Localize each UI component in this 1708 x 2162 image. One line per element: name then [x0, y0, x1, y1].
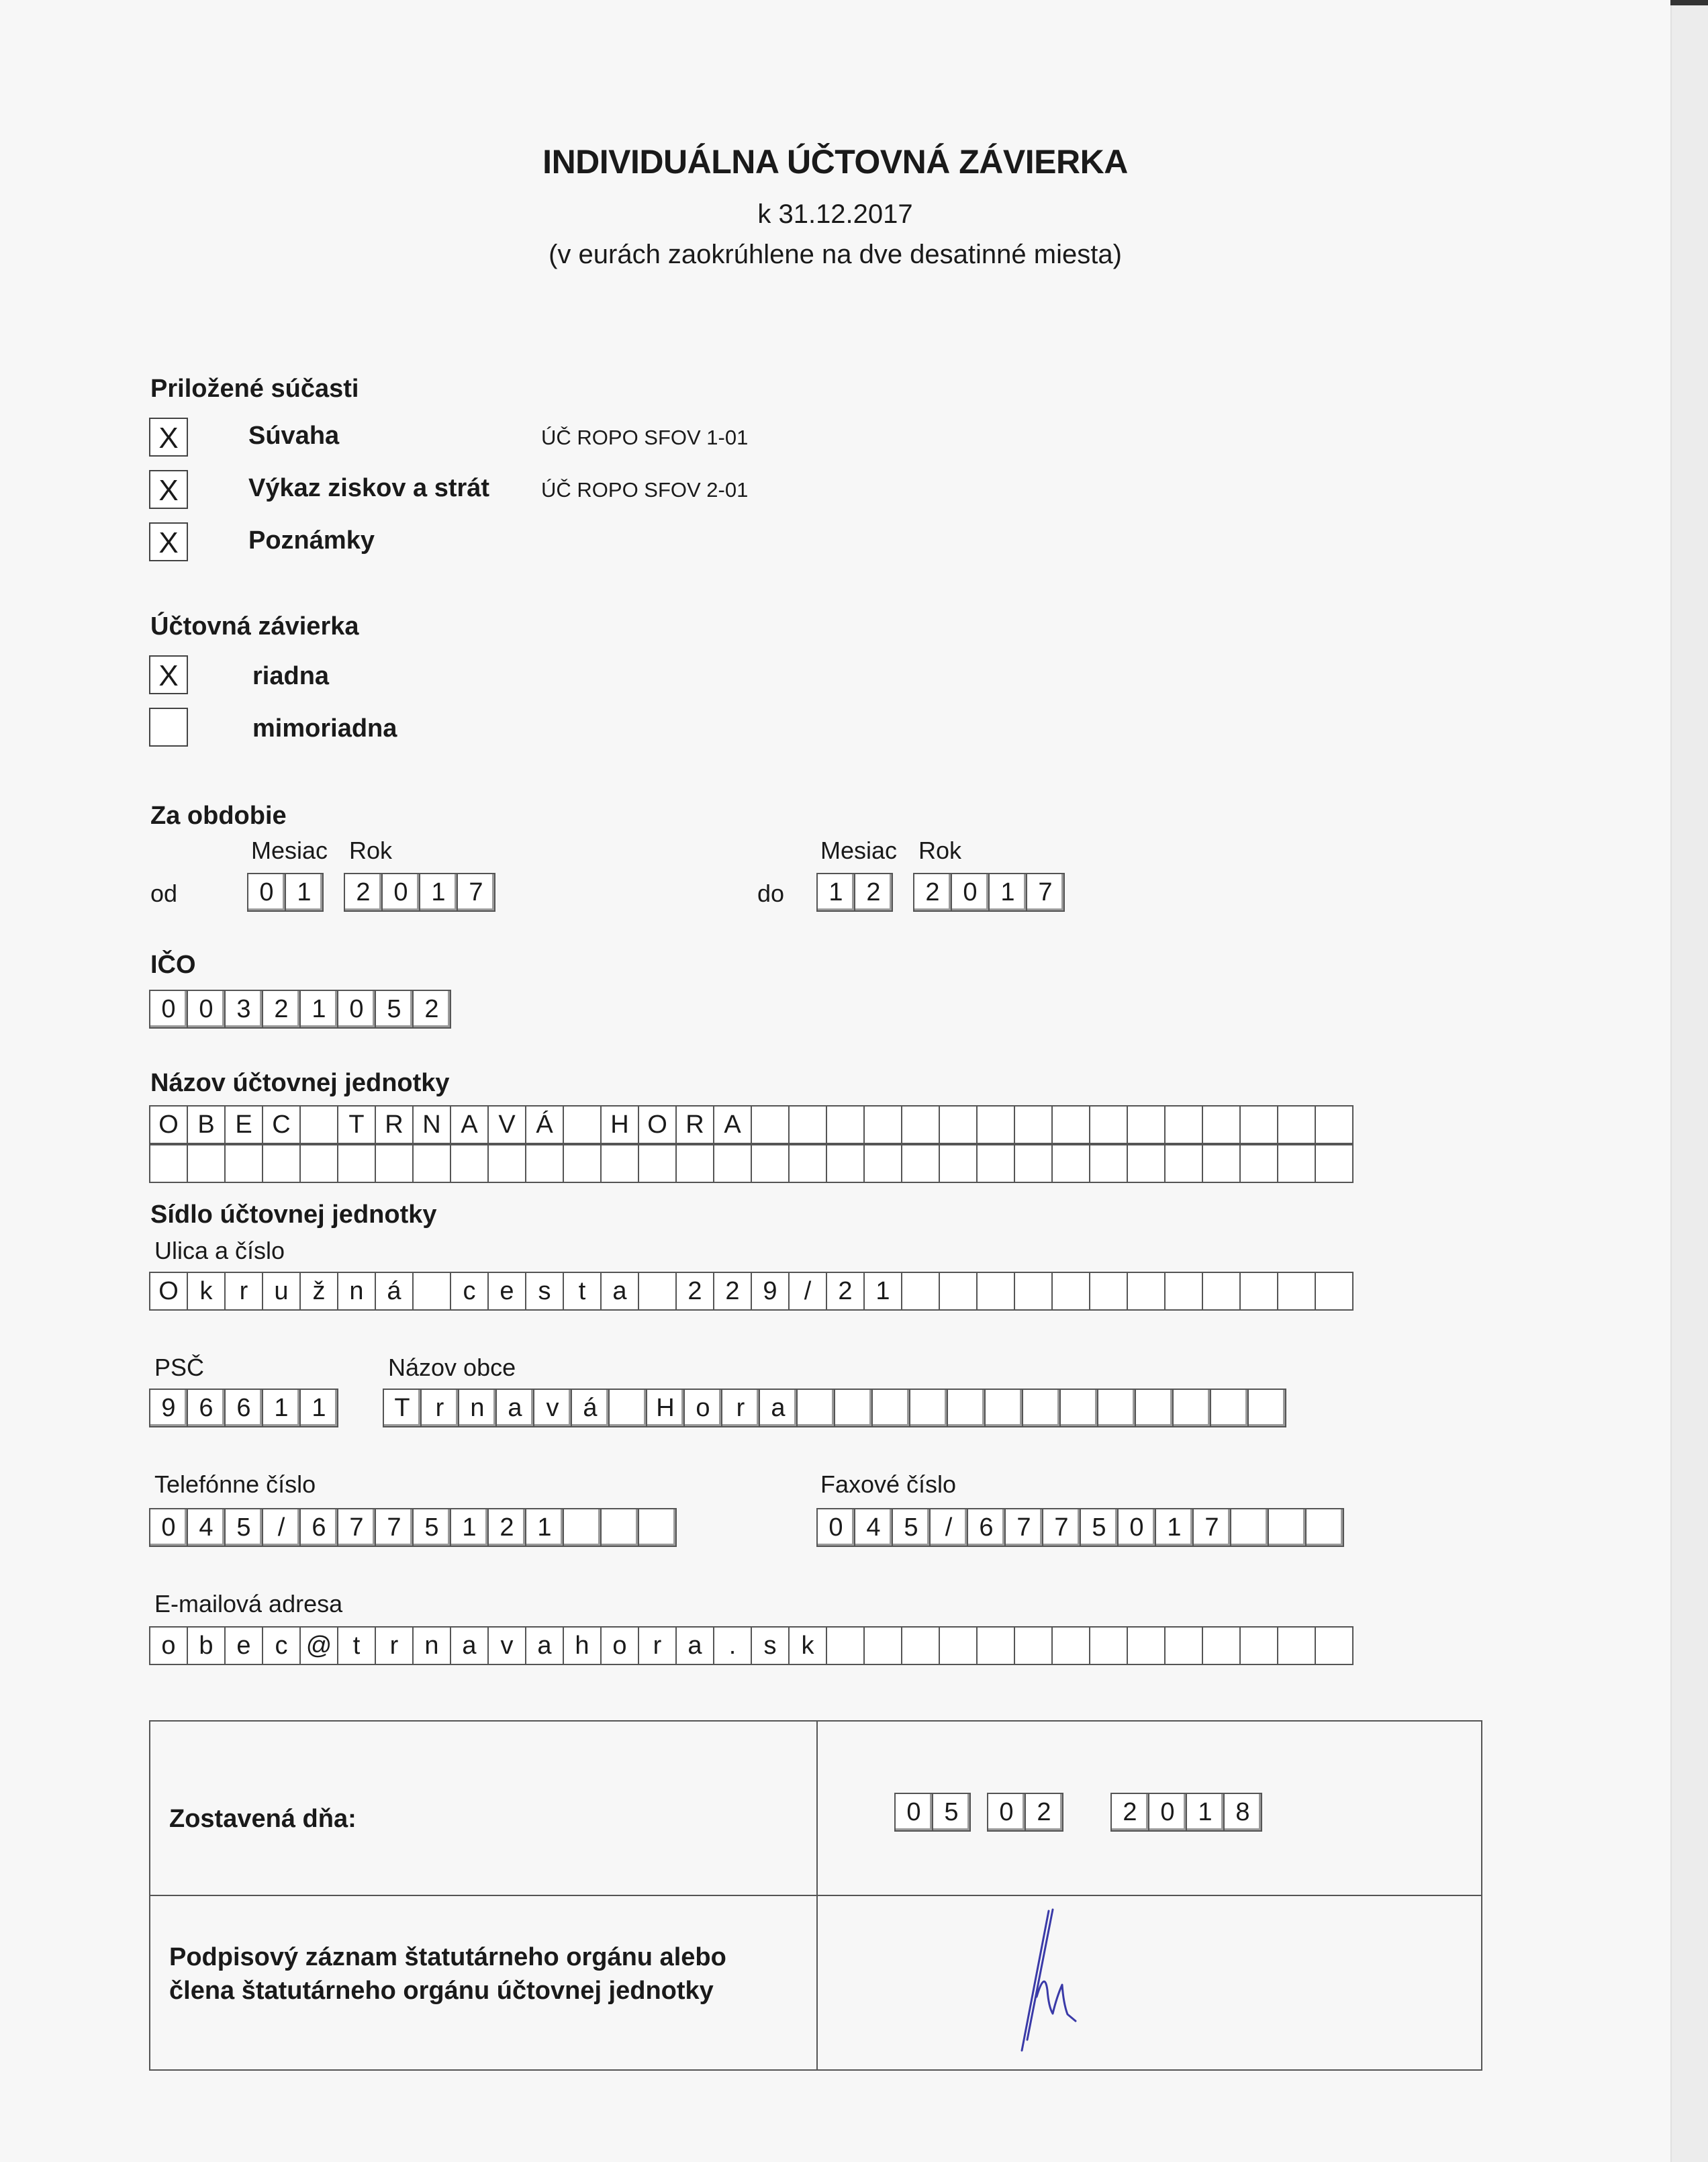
char-cell	[1210, 1389, 1249, 1427]
email-label: E-mailová adresa	[154, 1590, 343, 1617]
char-cell: h	[563, 1626, 602, 1665]
char-cell	[1315, 1272, 1354, 1311]
ico-field[interactable]	[149, 990, 451, 1029]
checkbox-vykaz[interactable]: X	[149, 470, 188, 509]
char-cell: V	[487, 1105, 526, 1144]
page-edge-dark	[1670, 0, 1708, 5]
char-cell: /	[262, 1508, 301, 1547]
char-cell: 0	[149, 990, 188, 1029]
digit-cell: 1	[1186, 1793, 1225, 1832]
phone-field[interactable]	[149, 1508, 677, 1547]
char-cell: v	[533, 1389, 572, 1427]
char-cell: 7	[337, 1508, 376, 1547]
char-cell: A	[713, 1105, 752, 1144]
signature-label-line1: Podpisový záznam štatutárneho orgánu alebo	[169, 1943, 726, 1971]
char-cell	[563, 1144, 602, 1183]
char-cell: 7	[1042, 1508, 1081, 1547]
date-line: k 31.12.2017	[757, 199, 913, 229]
digit-cell: 2	[913, 873, 952, 912]
char-cell: a	[525, 1626, 564, 1665]
digit-cell: 0	[247, 873, 286, 912]
char-cell	[901, 1272, 940, 1311]
compiled-month-field[interactable]	[987, 1793, 1063, 1832]
char-cell	[751, 1144, 790, 1183]
char-cell: 1	[299, 1389, 338, 1427]
digit-cell: 1	[419, 873, 458, 912]
char-cell: n	[458, 1389, 497, 1427]
char-cell: O	[149, 1105, 188, 1144]
page-edge	[1670, 0, 1708, 2162]
char-cell	[375, 1144, 414, 1183]
from-month-field[interactable]	[247, 873, 324, 912]
char-cell	[600, 1508, 639, 1547]
char-cell: r	[375, 1626, 414, 1665]
char-cell	[863, 1144, 902, 1183]
phone-label: Telefónne číslo	[154, 1470, 316, 1498]
attachment-code: ÚČ ROPO SFOV 2-01	[541, 478, 749, 502]
option-label: riadna	[252, 662, 330, 690]
char-cell: 1	[299, 990, 338, 1029]
char-cell: v	[487, 1626, 526, 1665]
char-cell: 2	[713, 1272, 752, 1311]
table-divider-horizontal	[150, 1895, 1481, 1896]
char-cell: 1	[525, 1508, 564, 1547]
char-cell	[1202, 1626, 1241, 1665]
char-cell	[713, 1144, 752, 1183]
char-cell	[1202, 1144, 1241, 1183]
char-cell: 1	[863, 1272, 902, 1311]
char-cell	[412, 1272, 451, 1311]
char-cell: /	[788, 1272, 827, 1311]
char-cell	[1277, 1144, 1316, 1183]
char-cell	[947, 1389, 986, 1427]
char-cell	[909, 1389, 948, 1427]
char-cell: 0	[816, 1508, 855, 1547]
char-cell: H	[646, 1389, 685, 1427]
char-cell	[1051, 1272, 1090, 1311]
char-cell: e	[224, 1626, 263, 1665]
char-cell: 7	[1192, 1508, 1231, 1547]
char-cell: s	[525, 1272, 564, 1311]
char-cell: N	[412, 1105, 451, 1144]
char-cell	[1014, 1144, 1053, 1183]
char-cell	[871, 1389, 910, 1427]
char-cell	[834, 1389, 873, 1427]
attachment-label: Súvaha	[248, 422, 340, 450]
char-cell: e	[487, 1272, 526, 1311]
char-cell	[1127, 1144, 1166, 1183]
char-cell: o	[683, 1389, 722, 1427]
digit-cell: 0	[894, 1793, 933, 1832]
char-cell: C	[262, 1105, 301, 1144]
checkbox-riadna[interactable]: X	[149, 655, 188, 694]
char-cell	[1127, 1272, 1166, 1311]
char-cell	[638, 1272, 677, 1311]
char-cell	[751, 1105, 790, 1144]
char-cell	[1051, 1105, 1090, 1144]
char-cell: s	[751, 1626, 790, 1665]
char-cell: 0	[187, 990, 226, 1029]
currency-note: (v eurách zaokrúhlene na dve desatinné miesta)	[549, 240, 1122, 269]
document-title: INDIVIDUÁLNA ÚČTOVNÁ ZÁVIERKA	[542, 143, 1128, 181]
char-cell: o	[149, 1626, 188, 1665]
psc-label: PSČ	[154, 1354, 205, 1381]
closing-type-heading: Účtovná závierka	[150, 612, 359, 641]
char-cell: k	[788, 1626, 827, 1665]
char-cell: o	[600, 1626, 639, 1665]
compiled-date-label: Zostavená dňa:	[169, 1805, 357, 1833]
char-cell: k	[187, 1272, 226, 1311]
char-cell	[1305, 1508, 1344, 1547]
char-cell: a	[450, 1626, 489, 1665]
char-cell	[901, 1626, 940, 1665]
char-cell	[939, 1626, 978, 1665]
char-cell	[1172, 1389, 1211, 1427]
char-cell: R	[375, 1105, 414, 1144]
char-cell	[901, 1144, 940, 1183]
digit-cell: 1	[988, 873, 1027, 912]
char-cell	[1239, 1626, 1278, 1665]
char-cell	[863, 1626, 902, 1665]
char-cell: 1	[450, 1508, 489, 1547]
period-heading: Za obdobie	[150, 802, 287, 830]
char-cell: c	[262, 1626, 301, 1665]
to-label: do	[757, 880, 785, 907]
char-cell: r	[224, 1272, 263, 1311]
digit-cell: 7	[457, 873, 495, 912]
char-cell	[1164, 1144, 1203, 1183]
char-cell	[1268, 1508, 1307, 1547]
digit-cell: 8	[1223, 1793, 1262, 1832]
year-label: Rok	[349, 837, 393, 864]
char-cell	[1164, 1272, 1203, 1311]
email-field[interactable]	[149, 1626, 1354, 1665]
char-cell	[976, 1105, 1015, 1144]
char-cell	[1127, 1626, 1166, 1665]
char-cell	[675, 1144, 714, 1183]
char-cell: 2	[262, 990, 301, 1029]
fax-field[interactable]	[816, 1508, 1344, 1547]
compiled-day-field[interactable]	[894, 1793, 971, 1832]
char-cell	[1135, 1389, 1174, 1427]
digit-cell: 0	[951, 873, 990, 912]
char-cell	[1315, 1144, 1354, 1183]
char-cell	[1315, 1626, 1354, 1665]
char-cell: 0	[1117, 1508, 1156, 1547]
digit-cell: 2	[344, 873, 383, 912]
char-cell	[826, 1105, 865, 1144]
town-label: Názov obce	[388, 1354, 516, 1381]
char-cell: 1	[262, 1389, 301, 1427]
char-cell: a	[675, 1626, 714, 1665]
checkbox-poznamky[interactable]: X	[149, 522, 188, 561]
digit-cell: 2	[854, 873, 893, 912]
char-cell: r	[420, 1389, 459, 1427]
char-cell	[1089, 1626, 1128, 1665]
char-cell	[1202, 1105, 1241, 1144]
digit-cell: 0	[987, 1793, 1026, 1832]
digit-cell: 2	[1110, 1793, 1149, 1832]
char-cell	[826, 1144, 865, 1183]
char-cell: t	[337, 1626, 376, 1665]
char-cell: 6	[187, 1389, 226, 1427]
char-cell: /	[929, 1508, 968, 1547]
char-cell	[149, 1144, 188, 1183]
char-cell	[1059, 1389, 1098, 1427]
char-cell: a	[600, 1272, 639, 1311]
char-cell: 3	[224, 990, 263, 1029]
char-cell	[863, 1105, 902, 1144]
char-cell: a	[495, 1389, 534, 1427]
street-label: Ulica a číslo	[154, 1237, 285, 1264]
handwritten-signature	[983, 1896, 1117, 2057]
from-label: od	[150, 880, 178, 907]
char-cell: H	[600, 1105, 639, 1144]
char-cell: 6	[224, 1389, 263, 1427]
entity-name-row1[interactable]	[149, 1105, 1354, 1144]
char-cell: 5	[1080, 1508, 1119, 1547]
char-cell: T	[383, 1389, 422, 1427]
digit-cell: 2	[1025, 1793, 1063, 1832]
char-cell	[1239, 1144, 1278, 1183]
char-cell	[1315, 1105, 1354, 1144]
checkbox-mimoriadna[interactable]	[149, 708, 188, 747]
char-cell	[1051, 1144, 1090, 1183]
char-cell	[788, 1105, 827, 1144]
town-field[interactable]	[383, 1389, 1286, 1427]
char-cell: ž	[299, 1272, 338, 1311]
char-cell	[1164, 1626, 1203, 1665]
char-cell: c	[450, 1272, 489, 1311]
char-cell: 0	[337, 990, 376, 1029]
year-label: Rok	[918, 837, 962, 864]
char-cell	[788, 1144, 827, 1183]
char-cell	[487, 1144, 526, 1183]
entity-name-row2[interactable]	[149, 1144, 1354, 1183]
street-field[interactable]	[149, 1272, 1354, 1311]
char-cell	[563, 1508, 602, 1547]
char-cell	[1239, 1105, 1278, 1144]
char-cell	[901, 1105, 940, 1144]
char-cell	[1277, 1272, 1316, 1311]
digit-cell: 0	[1148, 1793, 1187, 1832]
char-cell: 0	[149, 1508, 188, 1547]
psc-field[interactable]	[149, 1389, 338, 1427]
fax-label: Faxové číslo	[820, 1470, 957, 1498]
char-cell	[412, 1144, 451, 1183]
char-cell	[1230, 1508, 1269, 1547]
char-cell: R	[675, 1105, 714, 1144]
char-cell: r	[721, 1389, 760, 1427]
compiled-year-field[interactable]	[1110, 1793, 1262, 1832]
char-cell: E	[224, 1105, 263, 1144]
char-cell	[1089, 1105, 1128, 1144]
char-cell	[299, 1144, 338, 1183]
to-month-field[interactable]	[816, 873, 893, 912]
char-cell: 7	[1004, 1508, 1043, 1547]
char-cell	[939, 1144, 978, 1183]
char-cell: u	[262, 1272, 301, 1311]
char-cell	[563, 1105, 602, 1144]
char-cell: .	[713, 1626, 752, 1665]
char-cell: b	[187, 1626, 226, 1665]
char-cell: 2	[412, 990, 451, 1029]
char-cell	[1014, 1105, 1053, 1144]
char-cell	[525, 1144, 564, 1183]
ico-label: IČO	[150, 951, 196, 979]
attachments-heading: Priložené súčasti	[150, 375, 359, 403]
char-cell	[600, 1144, 639, 1183]
month-label: Mesiac	[820, 837, 898, 864]
to-year-field[interactable]	[913, 873, 1065, 912]
char-cell: 2	[826, 1272, 865, 1311]
char-cell: 6	[967, 1508, 1006, 1547]
char-cell: 5	[224, 1508, 263, 1547]
char-cell: T	[337, 1105, 376, 1144]
char-cell	[976, 1626, 1015, 1665]
digit-cell: 1	[816, 873, 855, 912]
char-cell: 2	[487, 1508, 526, 1547]
char-cell	[1089, 1144, 1128, 1183]
digit-cell: 7	[1026, 873, 1065, 912]
char-cell	[1277, 1105, 1316, 1144]
char-cell	[1014, 1272, 1053, 1311]
digit-cell: 1	[285, 873, 324, 912]
attachment-code: ÚČ ROPO SFOV 1-01	[541, 426, 749, 449]
char-cell: 5	[375, 990, 414, 1029]
char-cell	[1247, 1389, 1286, 1427]
char-cell	[450, 1144, 489, 1183]
char-cell: 9	[149, 1389, 188, 1427]
char-cell	[1127, 1105, 1166, 1144]
char-cell: B	[187, 1105, 226, 1144]
attachment-label: Poznámky	[248, 526, 375, 555]
digit-cell: 0	[381, 873, 420, 912]
char-cell	[187, 1144, 226, 1183]
char-cell	[1022, 1389, 1061, 1427]
month-label: Mesiac	[251, 837, 328, 864]
char-cell: 1	[1155, 1508, 1194, 1547]
char-cell	[608, 1389, 647, 1427]
char-cell: 2	[675, 1272, 714, 1311]
char-cell: 5	[412, 1508, 451, 1547]
char-cell	[976, 1144, 1015, 1183]
char-cell: O	[149, 1272, 188, 1311]
char-cell	[1277, 1626, 1316, 1665]
char-cell: t	[563, 1272, 602, 1311]
char-cell: O	[638, 1105, 677, 1144]
char-cell: 4	[854, 1508, 893, 1547]
char-cell: r	[638, 1626, 677, 1665]
char-cell: 4	[187, 1508, 226, 1547]
char-cell	[939, 1272, 978, 1311]
signature-label-line2: člena štatutárneho orgánu účtovnej jednotky	[169, 1977, 714, 2005]
char-cell	[1089, 1272, 1128, 1311]
char-cell: 9	[751, 1272, 790, 1311]
char-cell: 7	[375, 1508, 414, 1547]
char-cell	[1014, 1626, 1053, 1665]
attachment-label: Výkaz ziskov a strát	[248, 474, 490, 502]
entity-name-label: Názov účtovnej jednotky	[150, 1069, 450, 1097]
char-cell	[638, 1508, 677, 1547]
char-cell	[796, 1389, 835, 1427]
digit-cell: 5	[932, 1793, 971, 1832]
char-cell	[1164, 1105, 1203, 1144]
char-cell	[638, 1144, 677, 1183]
option-label: mimoriadna	[252, 714, 397, 743]
char-cell	[262, 1144, 301, 1183]
char-cell	[337, 1144, 376, 1183]
char-cell	[826, 1626, 865, 1665]
checkbox-suvaha[interactable]: X	[149, 418, 188, 457]
char-cell: a	[759, 1389, 798, 1427]
seat-heading: Sídlo účtovnej jednotky	[150, 1201, 437, 1229]
char-cell: 5	[892, 1508, 931, 1547]
char-cell: @	[299, 1626, 338, 1665]
char-cell	[1051, 1626, 1090, 1665]
char-cell: á	[571, 1389, 610, 1427]
char-cell: 6	[299, 1508, 338, 1547]
signature-table	[149, 1720, 1482, 2071]
char-cell	[1097, 1389, 1136, 1427]
from-year-field[interactable]	[344, 873, 495, 912]
char-cell	[939, 1105, 978, 1144]
char-cell	[984, 1389, 1023, 1427]
char-cell	[976, 1272, 1015, 1311]
char-cell: n	[337, 1272, 376, 1311]
char-cell	[1202, 1272, 1241, 1311]
char-cell: á	[375, 1272, 414, 1311]
char-cell: A	[450, 1105, 489, 1144]
char-cell	[299, 1105, 338, 1144]
char-cell: Á	[525, 1105, 564, 1144]
char-cell	[224, 1144, 263, 1183]
char-cell: n	[412, 1626, 451, 1665]
char-cell	[1239, 1272, 1278, 1311]
